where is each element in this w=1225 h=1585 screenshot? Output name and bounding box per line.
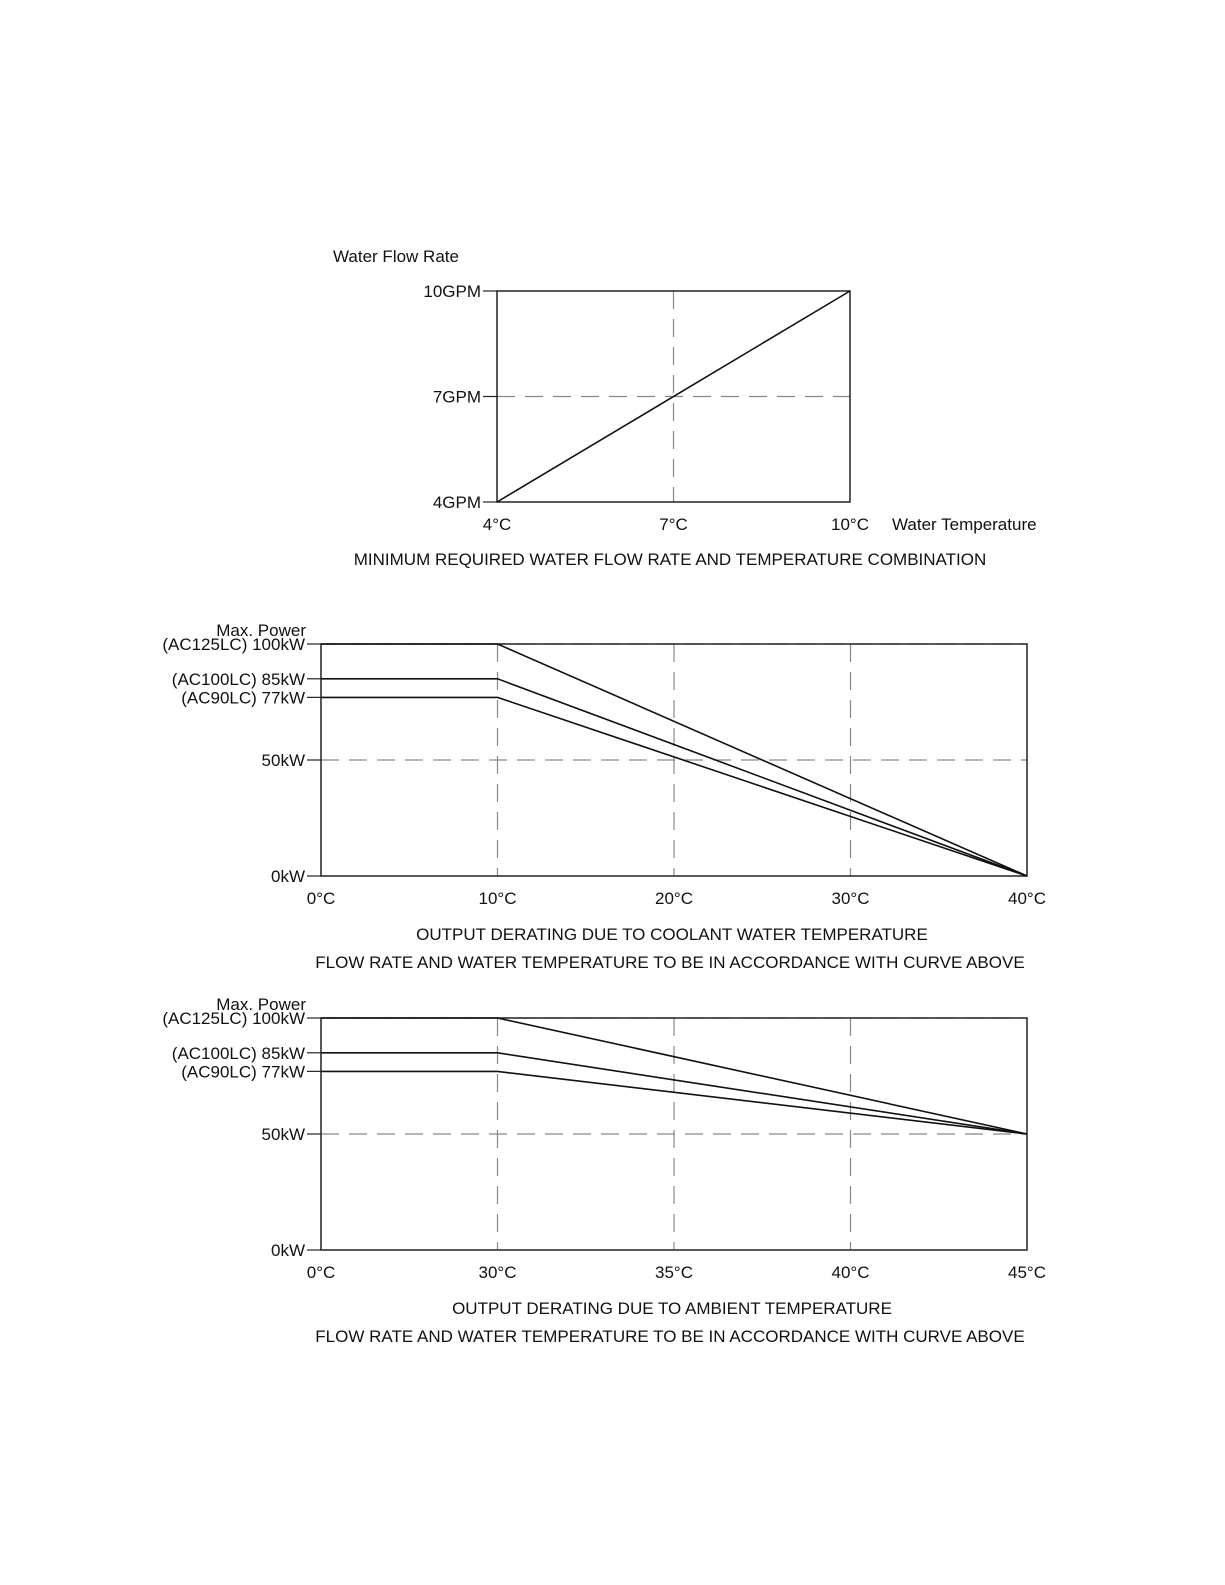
chart-2-y-tick-label: (AC90LC) 77kW <box>181 688 305 708</box>
chart-2-x-tick-label: 10°C <box>478 889 517 908</box>
chart-2-y-tick-label: (AC100LC) 85kW <box>171 669 305 689</box>
chart-2-x-tick-label: 20°C <box>655 889 693 908</box>
chart-3-title: OUTPUT DERATING DUE TO AMBIENT TEMPERATURE <box>452 1299 892 1318</box>
chart-1-y-tick-label: 4GPM <box>432 493 481 512</box>
chart-3-x-tick-label: 40°C <box>831 1263 870 1282</box>
chart-2-x-tick-label: 0°C <box>306 889 336 908</box>
chart-2-y-axis-label: Max. Power <box>216 621 306 640</box>
chart-2-subtitle: FLOW RATE AND WATER TEMPERATURE TO BE IN ACCORDANCE WITH CURVE ABOVE <box>315 953 1025 972</box>
chart-1-x-tick-label: 4°C <box>482 515 512 534</box>
chart-2-x-tick-label: 40°C <box>1008 889 1046 908</box>
chart-3-x-tick-label: 45°C <box>1008 1263 1046 1282</box>
chart-3-y-tick-label: 50kW <box>261 1125 305 1144</box>
chart-3-y-tick-label: (AC100LC) 85kW <box>171 1043 305 1063</box>
chart-1-y-axis-label: Water Flow Rate <box>333 247 459 266</box>
chart-1-x-tick-label: 7°C <box>659 515 688 534</box>
chart-3-subtitle: FLOW RATE AND WATER TEMPERATURE TO BE IN ACCORDANCE WITH CURVE ABOVE <box>315 1327 1025 1346</box>
chart-1-y-tick-label: 10GPM <box>423 282 481 301</box>
chart-3-y-tick-label: (AC90LC) 77kW <box>181 1062 305 1082</box>
chart-1-y-tick-label: 7GPM <box>432 387 481 407</box>
chart-3-y-tick-label: 0kW <box>271 1241 305 1260</box>
chart-3-y-tick-label: (AC125LC) 100kW <box>162 1009 305 1028</box>
chart-3-y-axis-label: Max. Power <box>216 995 306 1014</box>
chart-1-x-tick-label: 10°C <box>831 515 869 534</box>
chart-1-title: MINIMUM REQUIRED WATER FLOW RATE AND TEMPERATURE COMBINATION <box>353 550 987 569</box>
chart-3-x-tick-label: 0°C <box>306 1263 336 1282</box>
chart-3-x-tick-label: 30°C <box>478 1263 517 1282</box>
chart-2-y-tick-label: 0kW <box>271 867 305 886</box>
chart-2-y-tick-label: 50kW <box>261 751 305 770</box>
chart-2-title: OUTPUT DERATING DUE TO COOLANT WATER TEMPERATURE <box>416 925 928 944</box>
chart-1-x-axis-label: Water Temperature <box>892 515 1037 534</box>
chart-2-x-tick-label: 30°C <box>831 889 870 908</box>
chart-2-y-tick-label: (AC125LC) 100kW <box>162 635 305 654</box>
chart-3-x-tick-label: 35°C <box>655 1263 693 1282</box>
